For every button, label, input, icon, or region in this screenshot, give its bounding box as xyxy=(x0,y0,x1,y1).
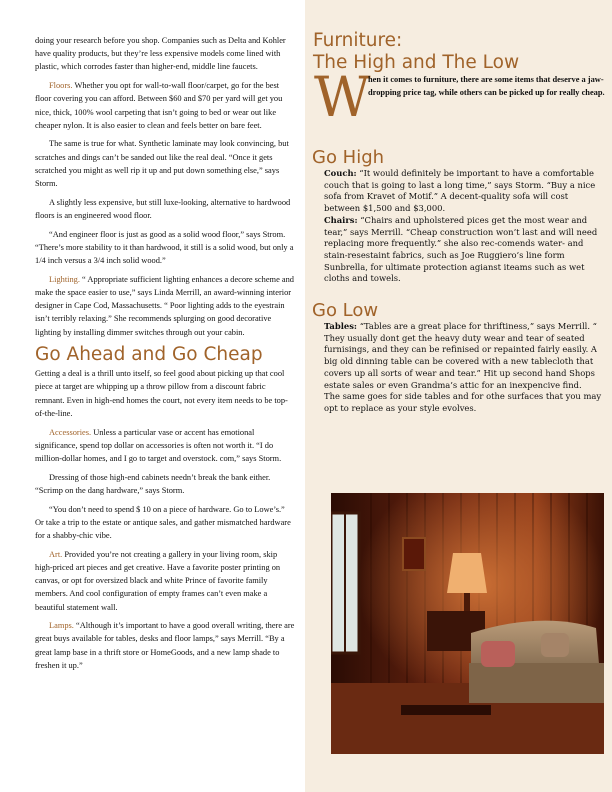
lamps-text: “Although it’s important to have a good overall writing, there are great buys available for tables, desks and floor lamps,” says Merrill. “By a great lamp base in a thrift store or HomeGoods, and a new lamp shade to freshen it up.” xyxy=(35,621,295,670)
couch-paragraph xyxy=(324,168,606,215)
accessories-text: Unless a particular vase or accent has emotional significance, spend top dollar on accessories is often not worth it. “I do million-dollar homes, and I go to target and overstock. com,” says Storm. xyxy=(35,427,282,463)
sidebar-title-line1: Furniture: xyxy=(313,30,403,51)
sidebar-intro: hen it comes to furniture, there are some items that deserve a jaw-dropping price tag, while others can be picked up for really cheap. xyxy=(368,75,605,97)
paragraph-engineered-wood: A slightly less expensive, but still luxe-looking, alternative to hardwood floors is an engineered wood floor. xyxy=(35,197,291,220)
tables-paragraph xyxy=(324,321,606,391)
paragraph-floors xyxy=(35,79,295,132)
cabin-photo-illustration xyxy=(331,493,604,754)
sidebar-title-line2: The High and The Low xyxy=(313,52,520,73)
lighting-runin-heading: Lighting. xyxy=(49,274,80,284)
paragraph-engineer-floor-quote: “And engineer floor is just as good as a solid wood floor,” says Strom. “There’s more stability to it than hardwood, it still is a solid wood, but only a 1/4 inch versus a 3/4 inch solid wood.” xyxy=(35,229,294,266)
tables-label: Tables: xyxy=(324,321,358,331)
paragraph-faucets: doing your research before you shop. Companies such as Delta and Kohler have quality products, but they’re less expensive models come lined with plastic, which corrodes faster than higher-end, middle line faucets. xyxy=(35,36,286,72)
tables-text: “Tables are a great place for thriftiness,” says Merrill. “ They usually dont get the heavy duty wear and tear of seated furnisings, and they can be refinised or repainted fairly easily. A big old dinning table can be covered with a new tablecloth that covers up all sorts of wear and tear.” Hit up second hand Shops estate sales or even Grandma’s attic for an inexpencive find. xyxy=(324,321,597,390)
paragraph-hardware: “You don’t need to spend $ 10 on a piece of hardware. Go to Lowe’s.” Or take a trip to the estate or antique sales, and gather mismatched hardware for a shabby-chic vibe. xyxy=(35,504,291,540)
section-heading-go-ahead: Go Ahead and Go Cheap xyxy=(35,344,263,366)
couch-text: “It would definitely be important to have a comfortable couch that is going to last a long time,” says Storm. “Buy a nice sofa from Kravet of Motif.” A decent-quality sofa will cost between $1,500 and $3,000. xyxy=(324,168,596,214)
go-low-body xyxy=(324,321,606,415)
floors-text: Whether you opt for wall-to-wall floor/carpet, go for the best floor covering you can afford. Between $60 and $70 per yard will get you nice, thick, 100% wool carpeting that isn’t going to bed or wear out like cheaper nylon. It is also easier to clean and feels better on bare feet. xyxy=(35,81,283,130)
drop-cap: W xyxy=(314,65,371,129)
floors-runin-heading: Floors. xyxy=(49,81,73,91)
chairs-text: “Chairs and upholstered pices get the most wear and tear,” says Merrill. “Cheap construction won’t last and will need replacing more frequently.” she also rec-comends water- and stain-resestaint fabrics, such as Joe Ruggiero’s line form Sunbrella, for ultimate protection agianst iteams such as wet cloths and towels. xyxy=(324,214,598,284)
art-text: Provided you’re not creating a gallery in your living room, skip high-priced art pieces and get creative. Have a favorite poster printing on canvas, or opt for oversized black and white Prince of favorite family members. And cool configuration of empty frames can’t even make a beautiful statement wall. xyxy=(35,549,281,612)
lighting-text: “ Appropriate sufficient lighting enhances a decore scheme and make the space easier to use,” says Linda Merrill, an award-winning interior designer in Cape Cod, Massachusetts. “ Poor lighting adds to the eyestrain isn’t terribly relaxing.” She recommends splurging on good decorative lighting by installing dimmer switches through out your cabin. xyxy=(35,274,294,337)
paragraph-deal-thrill: Getting a deal is a thrill unto itself, so feel good about picking up that cool piece at target are whipping up a throw pillow from a discount fabric remnant. Even in high-end homes the court, not every item needs to be top-of-the-line. xyxy=(35,369,288,418)
go-high-body xyxy=(324,168,606,285)
paragraph-lighting xyxy=(35,273,295,339)
heading-go-high: Go High xyxy=(312,147,385,168)
paragraph-laminate: The same is true for what. Synthetic laminate may look convincing, but scratches and dings can’t be sanded out like the real deal. “Once it gets scratched you might as well rip it up and put down something else,” says Storm. xyxy=(35,139,289,189)
heading-go-low: Go Low xyxy=(312,300,379,321)
chairs-label: Chairs: xyxy=(324,214,358,225)
lamps-runin-heading: Lamps. xyxy=(49,621,74,631)
paragraph-cabinets: Dressing of those high-end cabinets needn’t break the bank either. “Scrimp on the dang hardware,” says Storm. xyxy=(35,472,271,495)
paragraph-lamps xyxy=(35,619,295,672)
left-column xyxy=(35,34,295,678)
chairs-paragraph xyxy=(324,215,606,285)
accessories-runin-heading: Accessories. xyxy=(49,427,92,437)
paragraph-art xyxy=(35,548,295,614)
cabin-living-room-photo xyxy=(331,493,604,754)
art-runin-heading: Art. xyxy=(49,549,63,559)
couch-label: Couch: xyxy=(324,168,357,178)
side-tables-paragraph: The same goes for side tables and for othe surfaces that you may opt to replace as your style evolves. xyxy=(324,391,602,413)
paragraph-accessories xyxy=(35,426,295,466)
